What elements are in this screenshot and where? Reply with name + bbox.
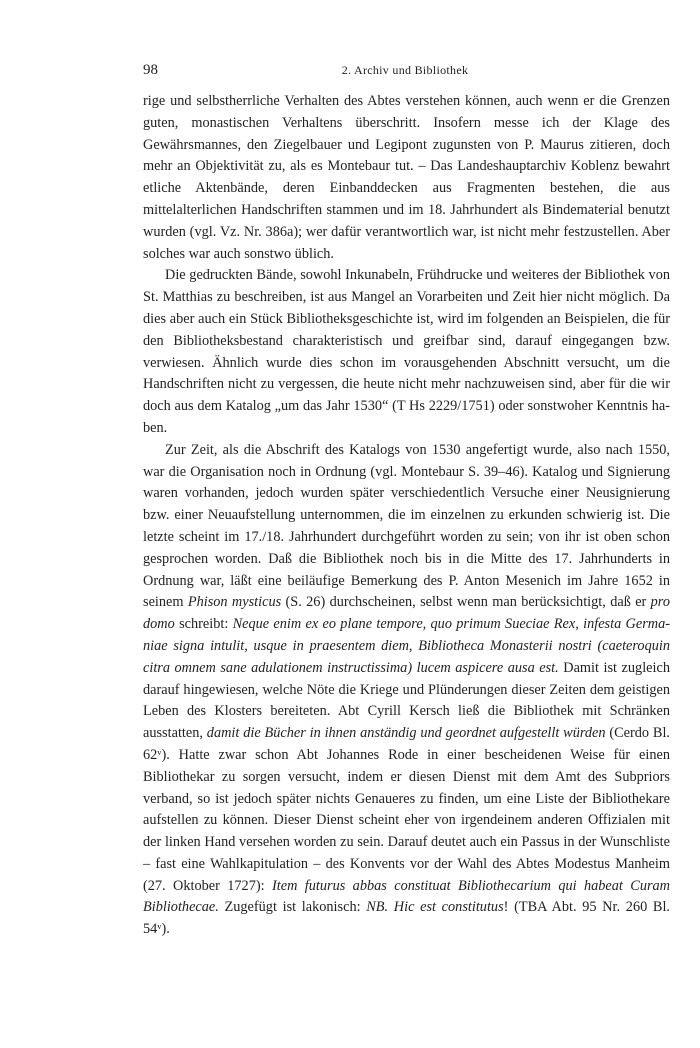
italic-pro-domo: pro domo — [143, 594, 670, 633]
latin-quotation-item: Item futurus abbas constituat Bibliothecarium qui habeat Curam Bibliothecae. — [143, 877, 671, 916]
paragraph-3 — [143, 440, 670, 941]
text-segment: Damit ist zugleich darauf hingewiesen, welche Nöte die Kriege und Plünderungen dieser Zeiten dem geistigen Leben des Klosters bereiteten. Abt Cyrill Kersch ließ die Bibliothek mit Schränken ausstatten, — [143, 659, 670, 742]
text-segment: (Cerdo Bl. 62ᵛ). Hatte zwar schon Abt Johannes Rode in einer bescheidenen Weise für einen Bibliothekar zu sorgen versucht, indem er diesen Dienst mit dem Amt des Subpriors verband, so ist jedoch später nichts Genaueres zu finden, um eine Liste der Bibliothekare aufstellen zu können. Dieser Dienst scheint eher von irgendeinem anderen Offizialen mit der linken Hand versehen worden zu sein. Darauf deutet auch ein Passus in der Wunschliste – fast eine Wahlkapitulation – des Konvents vor der Wahl des Abtes Modestus Manheim (27. Oktober 1727): — [143, 725, 670, 894]
paragraph-1 — [143, 91, 670, 265]
latin-quotation-nb: NB. Hic est constitutus — [366, 899, 504, 916]
running-head: 2. Archiv und Bibliothek — [341, 63, 469, 77]
text-segment: Zugefügt ist lakonisch: — [218, 899, 367, 916]
text-segment: schreibt: — [174, 616, 233, 633]
paragraph-2 — [143, 265, 670, 439]
page-number: 98 — [143, 62, 158, 78]
latin-quotation: Neque enim ex eo plane tempore, quo primum Sueciae Rex, infesta Germaniae signa intulit, usque in praesentem diem, Bibliotheca Monasterii nostri (caeteroquin citra omnem sane adulationem instructissima) lucem aspicere ausa est. — [143, 616, 670, 676]
text-segment: ! (TBA Abt. 95 Nr. 260 Bl. 54ᵛ). — [143, 899, 671, 938]
text-segment: Zur Zeit, als die Abschrift des Katalogs von 1530 angefertigt wurde, also nach 1550, war die Organisation noch in Ordnung (vgl. Montebaur S. 39–46). Katalog und Signierung waren vorhanden, jedoch wurden später verschiedentlich Versuche einer Neusignierung bzw. einer Neuaufstellung unternommen, die im einzelnen zu erkunden schwierig ist. Die letzte scheint im 17./18. Jahrhundert durchgeführt worden zu sein; von ihr ist oben schon gesprochen worden. Daß die Bibliothek noch bis in die Mitte des 17. Jahrhunderts in Ordnung war, läßt eine beiläufige Bemerkung des P. Anton Mesenich im Jahre 1652 in seinem — [143, 441, 670, 611]
italic-quotation-buecher: damit die Bücher in ihnen anständig und geordnet aufgestellt würden — [206, 725, 606, 742]
italic-title-phison: Phison mysticus — [187, 594, 282, 611]
text-segment: rige und selbstherrliche Verhalten des Abtes verstehen können, auch wenn er die Grenzen guten, monastischen Verhaltens überschritt. Insofern messe ich der Klage des Gewährsmannes, den Ziegelbauer und Legipont zugunsten von P. Maurus zitieren, doch mehr an Objektivität zu, als es Montebaur tut. – Das Landeshauptarchiv Koblenz bewahrt etliche Aktenbände, deren Einbanddecken aus Fragmenten bestehen, die aus mittelalterlichen Handschriften stammen und im 18. Jahrhundert als Bindematerial benutzt wurden (vgl. Vz. Nr. 386a); wer dafür verantwortlich war, ist nicht mehr festzustellen. Aber solches war auch sonstwo üblich. — [143, 93, 670, 262]
text-segment: (S. 26) durchscheinen, selbst wenn man berücksichtigt, daß er — [281, 594, 651, 611]
body-text — [143, 91, 670, 941]
text-segment: Die gedruckten Bände, sowohl Inkunabeln, Frühdrucke und weiteres der Bibliothek von St. Matthias zu beschreiben, ist aus Mangel an Vorarbeiten und Zeit hier nicht möglich. Da dies aber auch ein Stück Bibliotheksgeschichte ist, wird im folgenden an Beispielen, die für den Bibliotheksbestand charakteristisch und greifbar sind, darauf eingegangen bzw. verwiesen. Ähnlich wurde dies schon im vorausgehenden Abschnitt versucht, um die Handschriften nicht zu vergessen, die heute nicht mehr nachzuweisen sind, aber für die wir doch aus dem Katalog „um das Jahr 1530“ (T Hs 2229/1751) oder sonstwoher Kenntnis haben. — [143, 267, 670, 436]
